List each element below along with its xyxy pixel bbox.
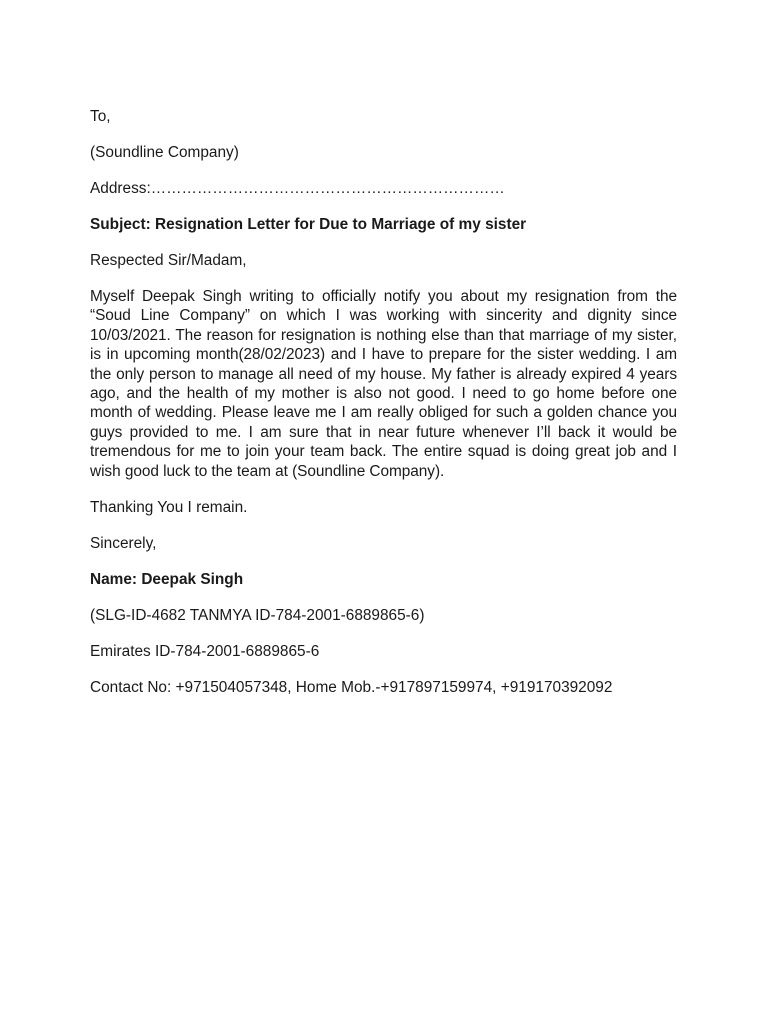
- sender-ids: (SLG-ID-4682 TANMYA ID-784-2001-6889865-6): [90, 606, 425, 624]
- recipient-address: Address:……………………………………………………………: [90, 180, 505, 197]
- contact-numbers: Contact No: +971504057348, Home Mob.-+917897159974, +919170392092: [90, 678, 613, 696]
- thanks-line: Thanking You I remain.: [90, 498, 248, 516]
- letter-body: Myself Deepak Singh writing to officially notify you about my resignation from the “Soud Line Company” on which I was working with sincerity and dignity since 10/03/2021. The reason for resignation is nothing else than that marriage of my sister, is in upcoming month(28/02/2023) and I have to prepare for the sister wedding. I am the only person to manage all need of my house. My father is already expired 4 years ago, and the health of my mother is also not good. I need to go home before one month of wedding. Please leave me I am really obliged for such a golden chance you guys provided to me. I am sure that in near future whenever I’ll back it would be tremendous for me to join your team back. The entire squad is doing great job and I wish good luck to the team at (Soundline Company).: [90, 288, 677, 480]
- greeting: Respected Sir/Madam,: [90, 252, 247, 269]
- closing: Sincerely,: [90, 534, 157, 552]
- sender-name: Name: Deepak Singh: [90, 570, 244, 588]
- recipient-company: (Soundline Company): [90, 144, 239, 161]
- emirates-id: Emirates ID-784-2001-6889865-6: [90, 642, 320, 660]
- recipient-to: To,: [90, 108, 111, 125]
- letter-subject: Subject: Resignation Letter for Due to Marriage of my sister: [90, 216, 527, 233]
- resignation-letter: [90, 107, 677, 714]
